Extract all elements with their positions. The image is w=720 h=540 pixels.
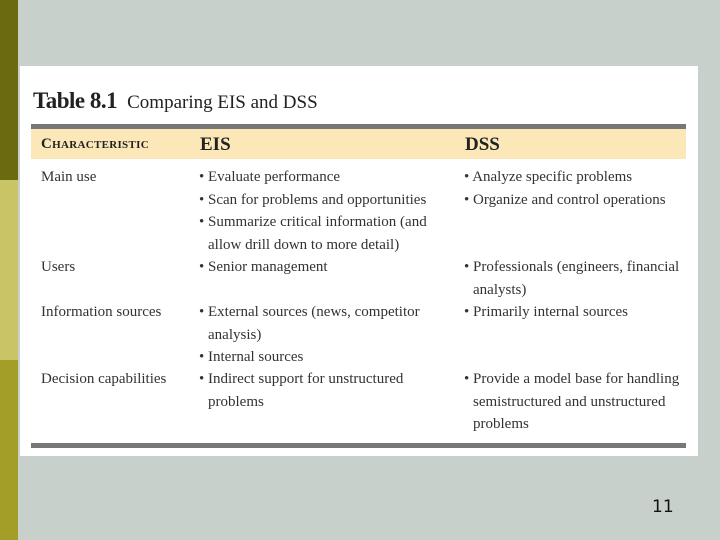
row-main-use-dss	[464, 166, 694, 211]
table-caption-title: Comparing EIS and DSS	[127, 92, 318, 113]
list-item: • Senior management	[199, 256, 457, 279]
page-number: 11	[652, 497, 674, 517]
row-information-sources-dss	[464, 301, 694, 324]
row-users-eis	[199, 256, 457, 279]
list-item: • Indirect support for unstructured problems	[199, 368, 457, 413]
header-dss: DSS	[465, 134, 500, 155]
table-header-row	[31, 129, 686, 159]
header-characteristic: Characteristic	[41, 136, 149, 152]
table-bottom-rule	[31, 443, 686, 448]
list-item: • Professionals (engineers, financial analysts)	[464, 256, 694, 301]
header-eis: EIS	[200, 134, 231, 155]
list-item: • Summarize critical information (and allow drill down to more detail)	[199, 211, 457, 256]
list-item: • Internal sources	[199, 346, 457, 369]
table-caption	[33, 88, 318, 114]
sidebar-stripe-dark	[0, 0, 18, 180]
table-caption-number: Table 8.1	[33, 88, 118, 113]
list-item: • Primarily internal sources	[464, 301, 694, 324]
list-item: • Analyze specific problems	[464, 166, 694, 189]
list-item: • Organize and control operations	[464, 189, 694, 212]
sidebar-stripe-light	[0, 180, 18, 360]
row-main-use-eis	[199, 166, 457, 256]
list-item: • Scan for problems and opportunities	[199, 189, 457, 212]
row-main-use-characteristic: Main use	[41, 169, 97, 185]
list-item: • External sources (news, competitor analysis)	[199, 301, 457, 346]
row-users-dss	[464, 256, 694, 301]
row-decision-capabilities-eis	[199, 368, 457, 413]
sidebar-stripe-mid	[0, 360, 18, 540]
row-decision-capabilities-dss	[464, 368, 694, 436]
list-item: • Evaluate performance	[199, 166, 457, 189]
row-information-sources-characteristic: Information sources	[41, 304, 162, 320]
row-decision-capabilities-characteristic: Decision capabilities	[41, 371, 167, 387]
row-information-sources-eis	[199, 301, 457, 369]
table-image	[20, 66, 698, 456]
list-item: • Provide a model base for handling semistructured and unstructured problems	[464, 368, 694, 436]
row-users-characteristic: Users	[41, 259, 76, 275]
